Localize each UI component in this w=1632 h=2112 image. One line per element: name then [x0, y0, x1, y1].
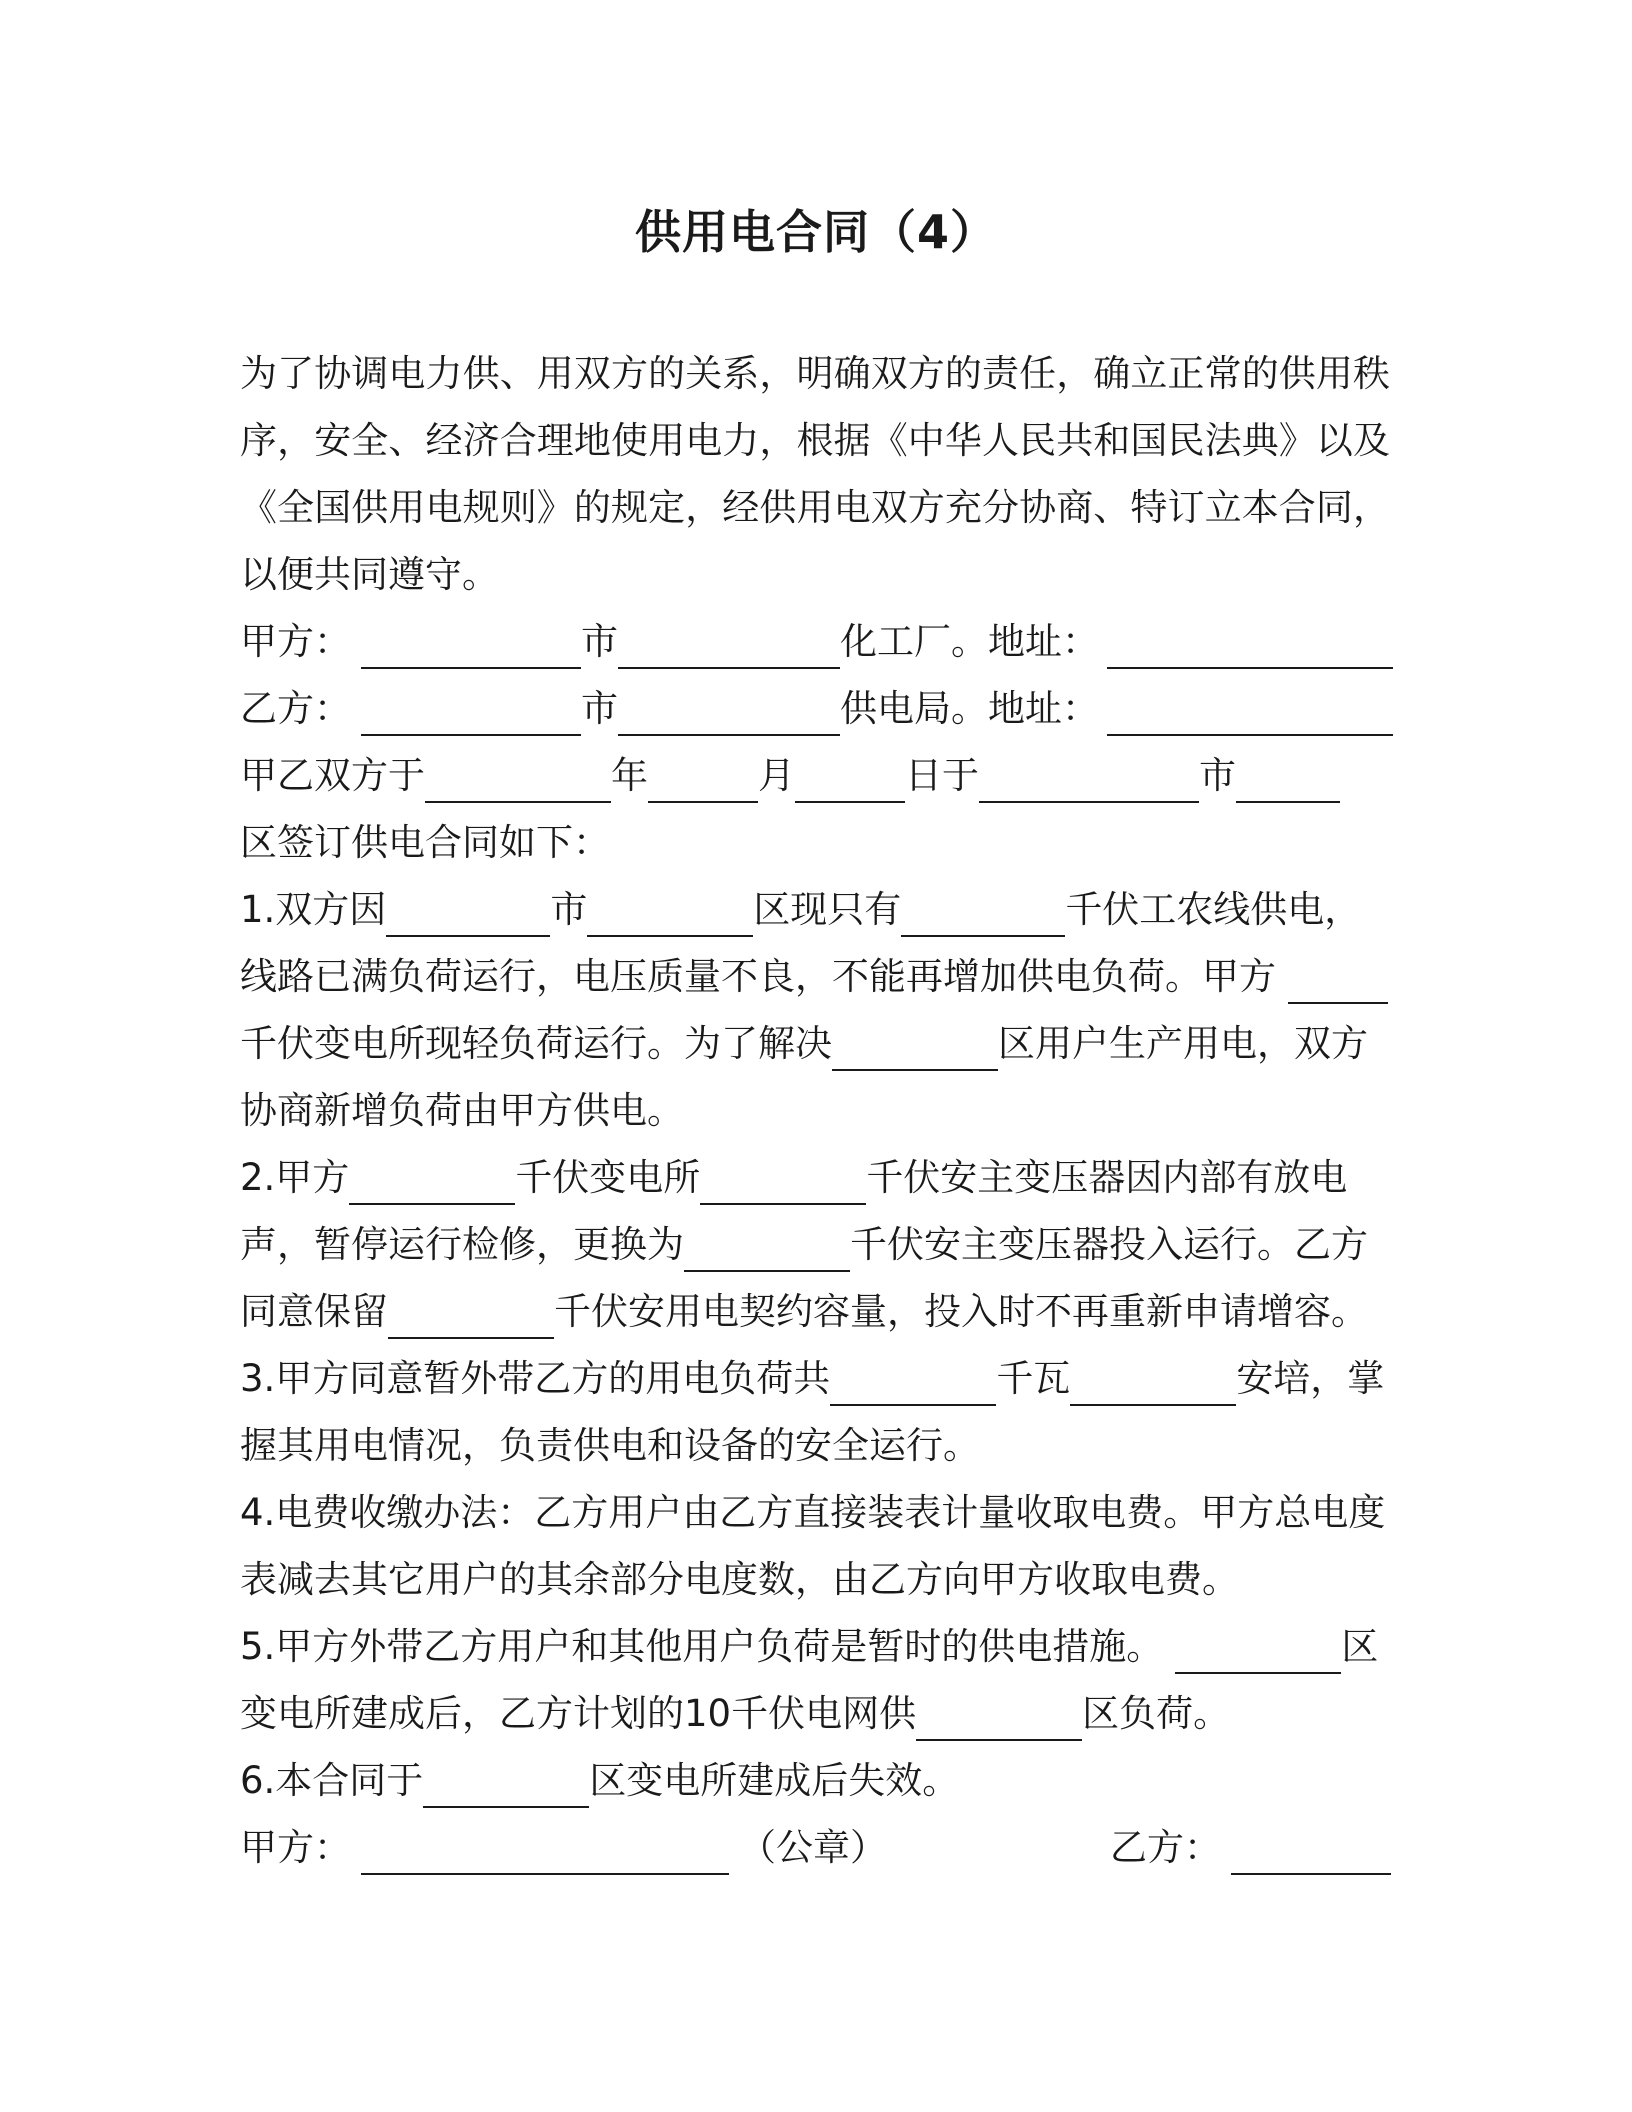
party-b-blank-2[interactable] — [618, 684, 840, 736]
clause-2-blank-3[interactable] — [684, 1220, 850, 1272]
party-b-org: 供电局。地址： — [840, 687, 1099, 730]
clause-1-text-g: 区用户生产用电，双方 — [998, 1022, 1368, 1065]
signing-blank-1[interactable] — [425, 751, 611, 803]
clause-2-blank-2[interactable] — [700, 1153, 866, 1205]
signature-party-a-label: 甲方： — [240, 1826, 351, 1869]
clause-1-blank-3[interactable] — [901, 885, 1065, 937]
signature-line — [240, 1814, 1390, 1881]
party-b-line — [240, 675, 1390, 742]
clause-6-line-1 — [240, 1747, 1390, 1814]
clause-1-line-2 — [240, 943, 1390, 1010]
signature-party-b-blank[interactable] — [1231, 1823, 1391, 1875]
clause-3-text-c: 安培，掌 — [1236, 1357, 1385, 1400]
signing-year: 年 — [611, 754, 648, 797]
clause-2-line-2 — [240, 1211, 1390, 1278]
clause-6-text-b: 区变电所建成后失效。 — [589, 1759, 960, 1802]
party-a-label: 甲方： — [240, 620, 351, 663]
clause-5-text-b: 区 — [1341, 1625, 1379, 1668]
clause-3-blank-2[interactable] — [1070, 1354, 1236, 1406]
clause-1-text-b: 市 — [550, 888, 588, 931]
signing-place-blank[interactable] — [979, 751, 1199, 803]
clause-1-line-3 — [240, 1010, 1390, 1077]
party-b-label: 乙方： — [240, 687, 351, 730]
clause-3-text-a: 3.甲方同意暂外带乙方的用电负荷共 — [240, 1357, 831, 1400]
clause-4-line-1 — [240, 1479, 1390, 1546]
clause-1-blank-2[interactable] — [587, 885, 753, 937]
clause-5-blank-1[interactable] — [1175, 1622, 1341, 1674]
signing-prefix: 甲乙双方于 — [240, 754, 425, 797]
clause-1-line-1 — [240, 876, 1390, 943]
clause-4-text-a: 4.电费收缴办法：乙方用户由乙方直接装表计量收取电费。甲方总电度 — [240, 1491, 1386, 1534]
clause-1-line-4 — [240, 1077, 1390, 1144]
clause-2-blank-4[interactable] — [388, 1287, 554, 1339]
clause-2-text-d: 声，暂停运行检修，更换为 — [240, 1223, 684, 1266]
clause-3-line-1 — [240, 1345, 1390, 1412]
intro-text: 为了协调电力供、用双方的关系，明确双方的责任，确立正常的供用秩序，安全、经济合理地使用电力，根据《中华人民共和国民法典》以及《全国供用电规则》的规定，经供用电双方充分协商、特订立本合同，以便共同遵守。 — [240, 352, 1390, 596]
clause-5-blank-2[interactable] — [916, 1689, 1082, 1741]
clause-4-text-b: 表减去其它用户的其余部分电度数，由乙方向甲方收取电费。 — [240, 1558, 1239, 1601]
clause-3-text-d: 握其用电情况，负责供电和设备的安全运行。 — [240, 1424, 980, 1467]
signing-line — [240, 742, 1390, 809]
clause-2-text-a: 2.甲方 — [240, 1156, 350, 1199]
party-b-blank-1[interactable] — [361, 684, 581, 736]
party-a-city: 市 — [581, 620, 618, 663]
signing-city-blank[interactable] — [1236, 751, 1340, 803]
clause-1-text-h: 协商新增负荷由甲方供电。 — [240, 1089, 684, 1132]
clause-5-line-2 — [240, 1680, 1390, 1747]
seal-label: （公章） — [739, 1826, 887, 1869]
contract-body — [240, 340, 1390, 1881]
party-a-blank-1[interactable] — [361, 617, 581, 669]
clause-1-text-a: 1.双方因 — [240, 888, 387, 931]
clause-4-line-2 — [240, 1546, 1390, 1613]
clause-2-text-c: 千伏安主变压器因内部有放电 — [866, 1156, 1348, 1199]
clause-2-text-g: 千伏安用电契约容量，投入时不再重新申请增容。 — [554, 1290, 1368, 1333]
document-title: 供用电合同（4） — [634, 205, 997, 259]
signing-month-blank[interactable] — [795, 751, 905, 803]
signing-year-blank[interactable] — [648, 751, 758, 803]
clause-2-blank-1[interactable] — [349, 1153, 515, 1205]
clause-3-line-2 — [240, 1412, 1390, 1479]
party-b-city: 市 — [581, 687, 618, 730]
signature-party-b-label: 乙方： — [1110, 1826, 1221, 1869]
intro-paragraph — [240, 340, 1390, 608]
clause-1-blank-1[interactable] — [386, 885, 550, 937]
clause-2-text-f: 同意保留 — [240, 1290, 388, 1333]
clause-1-text-c: 区现只有 — [753, 888, 902, 931]
signing-month: 月 — [758, 754, 795, 797]
signing-line-2 — [240, 809, 1390, 876]
party-a-address-blank[interactable] — [1107, 617, 1393, 669]
clause-5-text-a: 5.甲方外带乙方用户和其他用户负荷是暂时的供电措施。 — [240, 1625, 1164, 1668]
signature-party-a-blank[interactable] — [361, 1823, 729, 1875]
clause-6-text-a: 6.本合同于 — [240, 1759, 424, 1802]
clause-6-blank-1[interactable] — [423, 1756, 589, 1808]
party-b-address-blank[interactable] — [1107, 684, 1393, 736]
party-a-line — [240, 608, 1390, 675]
signing-day: 日于 — [905, 754, 979, 797]
clause-5-text-d: 区负荷。 — [1082, 1692, 1231, 1735]
clause-2-line-3 — [240, 1278, 1390, 1345]
clause-1-text-e: 线路已满负荷运行，电压质量不良，不能再增加供电负荷。甲方 — [240, 955, 1276, 998]
clause-1-text-f: 千伏变电所现轻负荷运行。为了解决 — [240, 1022, 832, 1065]
clause-2-line-1 — [240, 1144, 1390, 1211]
clause-3-blank-1[interactable] — [830, 1354, 996, 1406]
party-a-blank-2[interactable] — [618, 617, 840, 669]
clause-3-text-b: 千瓦 — [996, 1357, 1071, 1400]
clause-1-blank-5[interactable] — [832, 1019, 998, 1071]
signing-city: 市 — [1199, 754, 1236, 797]
signature-party-b-group — [1110, 1814, 1391, 1881]
clause-5-text-c: 变电所建成后，乙方计划的10千伏电网供 — [240, 1692, 917, 1735]
signing-district: 区签订供电合同如下： — [240, 821, 610, 864]
clause-2-text-b: 千伏变电所 — [515, 1156, 701, 1199]
clause-1-blank-4[interactable] — [1288, 952, 1388, 1004]
clause-1-text-d: 千伏工农线供电， — [1065, 888, 1362, 931]
party-a-org: 化工厂。地址： — [840, 620, 1099, 663]
clause-2-text-e: 千伏安主变压器投入运行。乙方 — [850, 1223, 1368, 1266]
clause-5-line-1 — [240, 1613, 1390, 1680]
